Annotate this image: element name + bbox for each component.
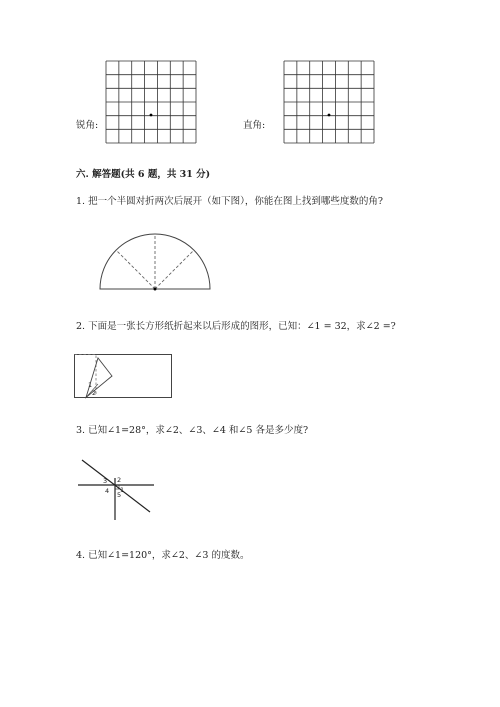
question-1: 1. 把一个半圆对折两次后展开（如下图），你能在图上找到哪些度数的角? [76,196,383,207]
angle-4-label: 4 [105,487,110,495]
section-title: 六. 解答题(共 6 题，共 31 分) [76,169,211,180]
acute-angle-label: 锐角: [76,120,99,131]
angle-2-label: 2 [117,476,122,484]
angle-5-label: 5 [117,491,122,499]
grid-center-dot [328,114,331,117]
angle-1-label: 1 [120,486,125,494]
question-3: 3. 已知∠1=28°，求∠2、∠3、∠4 和∠5 各是多少度? [76,425,309,436]
right-angle-grid [284,61,374,143]
question-4: 4. 已知∠1=120°，求∠2、∠3 的度数。 [76,550,250,561]
semicircle-figure [98,232,214,292]
question-2: 2. 下面是一张长方形纸折起来以后形成的图形，已知：∠1 = 32，求∠2 =? [76,321,396,332]
angle-3-label: 3 [103,477,108,485]
right-angle-label: 直角: [243,120,266,131]
acute-angle-grid [106,61,196,143]
folded-rectangle-figure [74,354,174,400]
intersecting-lines-figure [76,456,156,522]
angle-2-label: 2 [92,389,97,397]
angle-1-label: 1 [88,381,93,389]
grid-center-dot [150,114,153,117]
